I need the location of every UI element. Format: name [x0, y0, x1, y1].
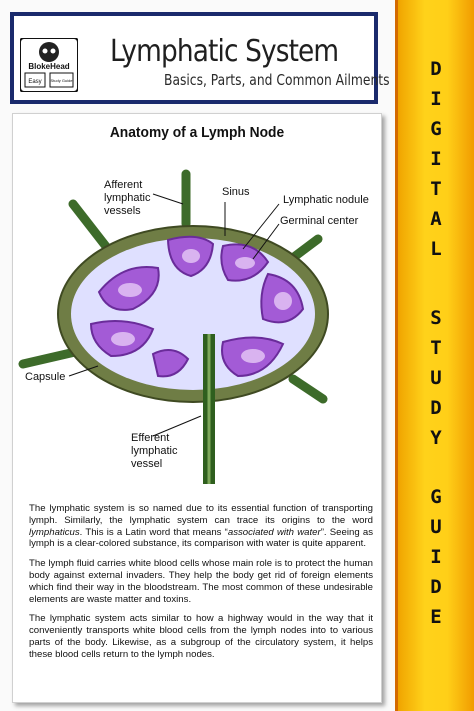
book-subtitle: Basics, Parts, and Common Ailments — [164, 71, 390, 89]
book-title: Lymphatic System — [110, 34, 339, 69]
banner-letter: E — [430, 606, 442, 628]
label-lymphatic-nodule: Lymphatic nodule — [283, 194, 369, 206]
banner-letter: S — [430, 307, 442, 329]
paragraph-3: The lymphatic system acts similar to how a highway would in the way that it conveniently transports white blood cells from the lymph nodes into to various parts of the body. Likewise, as a subgroup of the circulatory system, it helps these blood cells return to the lymph nodes. — [29, 613, 373, 660]
banner-letter: D — [430, 576, 442, 598]
paragraph-1: The lymphatic system is so named due to its essential function of transporting lymph. Similarly, the lymphatic system can trace its origins to the word lymphaticus. This is a Latin word that means “associated with water”. Seeing as lymph is a clear-colored substance, its comparison with water is quite apparent. — [29, 503, 374, 550]
logo-brand: BlokeHead — [28, 62, 70, 71]
banner-letter: A — [430, 208, 442, 230]
label-sinus: Sinus — [222, 186, 250, 198]
banner-letter: G — [430, 486, 442, 508]
label-efferent: Efferent lymphatic vessel — [131, 432, 178, 470]
banner-letter: U — [430, 516, 442, 538]
diagram-title: Anatomy of a Lymph Node — [109, 124, 285, 141]
label-afferent: Afferent lymphatic vessels — [104, 179, 151, 217]
banner-letter: T — [430, 337, 442, 359]
banner-letter: T — [430, 178, 442, 200]
banner-letter: G — [430, 118, 442, 140]
banner-word-study — [398, 305, 474, 455]
body-text — [29, 503, 373, 669]
header-box — [10, 12, 390, 104]
label-germinal-center: Germinal center — [280, 215, 359, 227]
logo-tag-left: Easy — [28, 79, 42, 85]
banner-letter: Y — [430, 427, 442, 449]
banner-letter: D — [430, 58, 442, 80]
banner-letter: I — [430, 88, 442, 110]
banner-letter: U — [430, 367, 442, 389]
label-capsule: Capsule — [25, 371, 66, 383]
blokehead-logo — [20, 38, 78, 92]
banner-word-guide — [398, 484, 474, 634]
content-card — [12, 113, 382, 703]
banner-letter: D — [430, 397, 442, 419]
paragraph-2: The lymph fluid carries white blood cells whose main role is to protect the human body against external invaders. They help the body get rid of foreign elements which find their way in the bloodstream. The most common of these undesirable elements are waste matter and toxins. — [29, 558, 373, 605]
banner-letter: I — [430, 546, 442, 568]
banner-letter: L — [430, 238, 442, 260]
banner-word-digital — [398, 56, 474, 266]
digital-study-guide-banner — [395, 0, 474, 711]
logo-tag-right: Study Guide — [50, 78, 73, 83]
banner-letter: I — [430, 148, 442, 170]
